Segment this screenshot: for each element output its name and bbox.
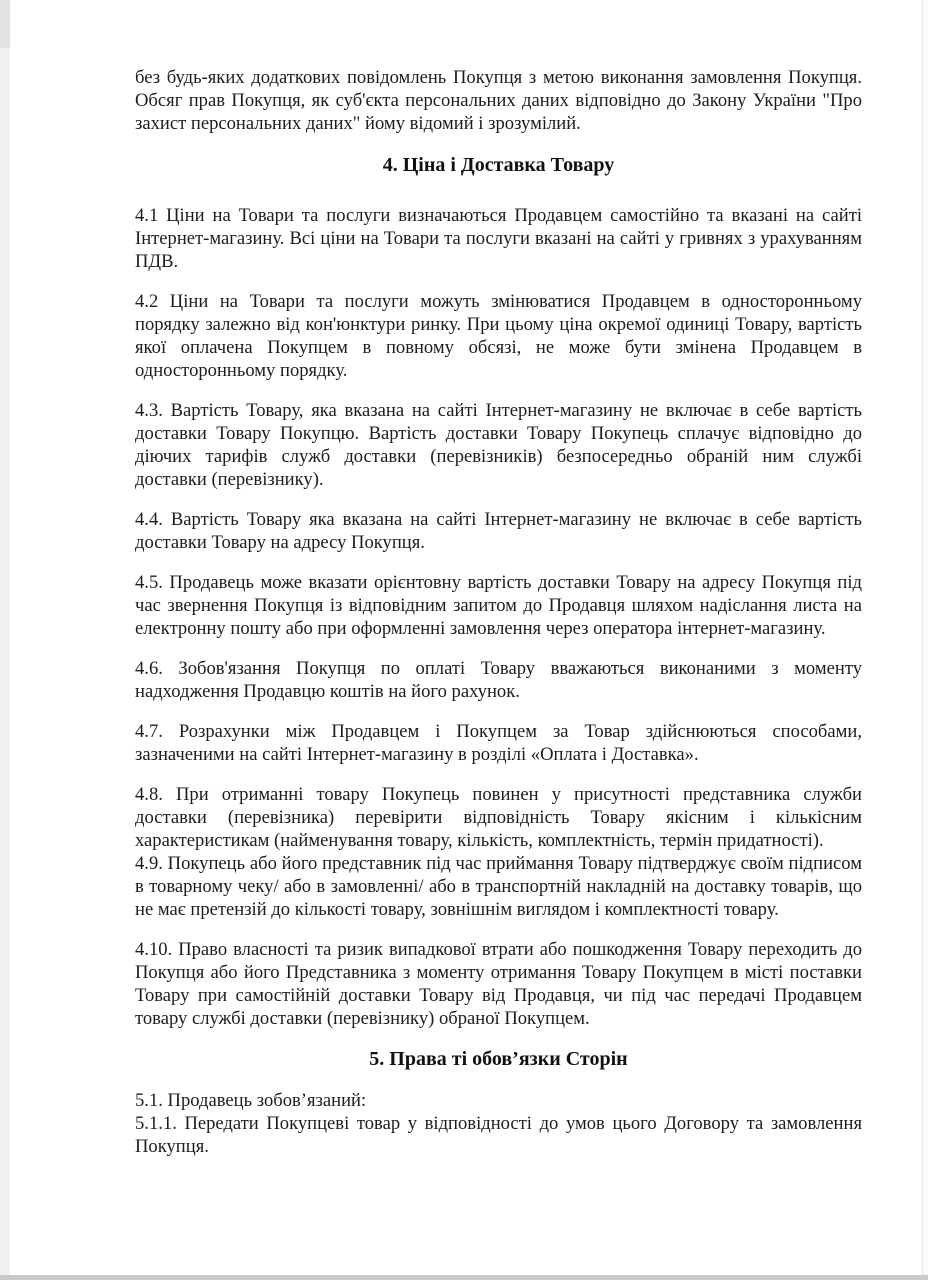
document-body — [135, 0, 862, 1175]
paragraph-4-9: 4.9. Покупець або його представник під час приймання Товару підтверджує своїм підписом в товарному чеку/ або в замовленні/ або в транспортній накладній на доставку товарів, що не має претензій до кількості товару, зовнішнім виглядом і комплектності товару. — [135, 853, 862, 920]
paragraph-4-5: 4.5. Продавець може вказати орієнтовну вартість доставки Товару на адресу Покупця під час звернення Покупця із відповідним запитом до Продавця шляхом надіслання листа на електронну пошту або при оформленні замовлення через оператора інтернет-магазину. — [135, 572, 862, 639]
paragraph-4-3: 4.3. Вартість Товару, яка вказана на сайті Інтернет-магазину не включає в себе вартість доставки Товару Покупцю. Вартість доставки Товару Покупець сплачує відповідно до діючих тарифів служб доставки (перевізників) безпосередньо обраній ним службі доставки (перевізнику). — [135, 400, 862, 490]
paragraph-4-10: 4.10. Право власності та ризик випадкової втрати або пошкодження Товару переходить до Покупця або його Представника з моменту отримання Товару Покупцем в місті поставки Товару при самостійній доставки Товару від Продавця, чи під час передачі Продавцем товару службі доставки (перевізнику) обраної Покупцем. — [135, 939, 862, 1029]
section-heading-5-rights-and-obligations: 5. Права ті обов’язки Сторін — [369, 1048, 628, 1070]
paragraph-4-7: 4.7. Розрахунки між Продавцем і Покупцем за Товар здійснюються способами, зазначеними на сайті Інтернет-магазину в розділі «Оплата і Доставка». — [135, 721, 862, 765]
left-scrollbar-thumb[interactable] — [0, 0, 10, 48]
window-bottom-edge — [0, 1275, 928, 1280]
paragraph-personal-data-continuation: без будь-яких додаткових повідомлень Покупця з метою виконання замовлення Покупця. Обсяг прав Покупця, як суб'єкта персональних даних відповідно до Закону України "Про захист персональних даних" йому відомий і зрозумілий. — [135, 67, 862, 134]
paragraph-4-4: 4.4. Вартість Товару яка вказана на сайті Інтернет-магазину не включає в себе вартість доставки Товару на адресу Покупця. — [135, 509, 862, 553]
paragraph-5-1-1: 5.1.1. Передати Покупцеві товар у відповідності до умов цього Договору та замовлення Покупця. — [135, 1113, 862, 1157]
right-scrollbar-track — [922, 0, 928, 1275]
left-scrollbar-track — [0, 0, 10, 1275]
paragraph-4-2: 4.2 Ціни на Товари та послуги можуть змінюватися Продавцем в односторонньому порядку залежно від кон'юнктури ринку. При цьому ціна окремої одиниці Товару, вартість якої оплачена Покупцем в повному обсязі, не може бути змінена Продавцем в односторонньому порядку. — [135, 291, 862, 381]
paragraph-4-6: 4.6. Зобов'язання Покупця по оплаті Товару вважаються виконаними з моменту надходження Продавцю коштів на його рахунок. — [135, 658, 862, 702]
section-heading-4-price-and-delivery: 4. Ціна і Доставка Товару — [382, 154, 615, 176]
paragraph-4-1: 4.1 Ціни на Товари та послуги визначаються Продавцем самостійно та вказані на сайті Інтернет-магазину. Всі ціни на Товари та послуги вказані на сайті у гривнях з урахуванням ПДВ. — [135, 205, 862, 272]
paragraph-5-1: 5.1. Продавець зобов’язаний: — [135, 1090, 367, 1111]
paragraph-4-8: 4.8. При отриманні товару Покупець повинен у присутності представника служби доставки (перевізника) перевірити відповідність Товару якісним і кількісним характеристикам (найменування товару, кількість, комплектність, термін придатності). — [135, 784, 862, 851]
